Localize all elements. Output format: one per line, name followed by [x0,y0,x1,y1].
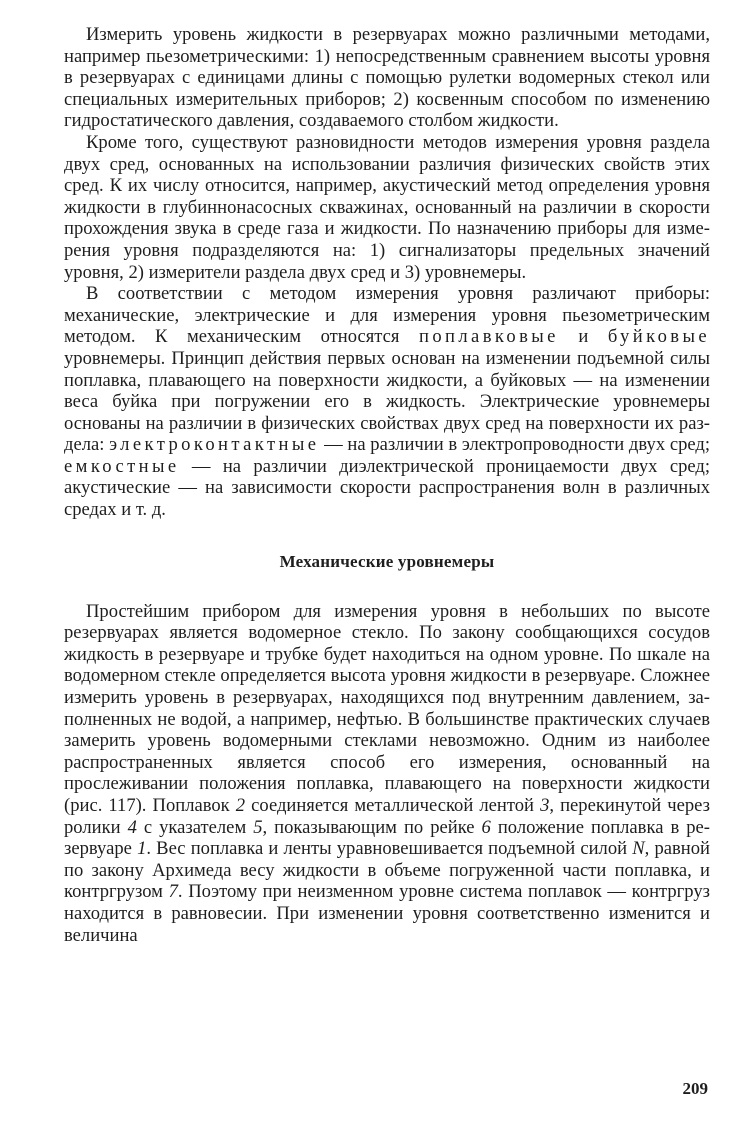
text-run: — на различии в электропроводности двух сред; [319,434,711,456]
term-buoy-type: буйковые [607,326,710,348]
paragraph-interface-level-methods: Кроме того, существуют разновидности методов измерения уровня раздела двух сред, основанных на использовании различия физических свойств этих сред. К их числу относится, например, акустический метод определения уровня жидкости в глубиннонасосных скважинах, основанный на различии в скорости прохождения звука в среде газа и жидкости. По назначению приборы для измерения уровня подразделяются на: 1) сигнализаторы предельных значений уровня, 2) измерители раздела двух сред и 3) уровнемеры. [64,131,710,283]
force-symbol: N [632,838,645,860]
text-run: уровнемеры. Принцип действия первых основан на изменении подъемной силы поплавка, плавающего на поверхности жидкости, а буйковых — на изменении веса буйка при погружении его в жидкость. Электрические уровнемеры основаны на различии в физических свойствах двух сред на поверхности их раздела: [64,347,710,456]
text-run: В соответствии с методом измерения уровня различают приборы: механические, электрические и для измерения уровня пьезометрическим методом. К механическим относятся [64,283,710,348]
text-run: , равной по закону Архимеда весу жидкости в объеме погруженной части поплавка, и контргрузом [64,838,710,903]
figure-ref: 6 [481,816,491,838]
term-capacitive: емкостные [64,455,180,477]
paragraph-float-level-gauge [64,601,710,947]
figure-ref: 5 [253,816,263,838]
text-run: положение поплавка в резервуаре [64,816,710,860]
figure-ref: 1 [137,838,147,860]
section-heading: Механические уровнемеры [279,551,495,571]
text-run: Простейшим прибором для измерения уровня в небольших по высоте резервуарах является водомерное стекло. По закону сообщающихся сосудов жидкость в резервуаре и трубке будет находиться на одном уровне. По шкале на водомерном стекле определяется высота уровня жидкости в резервуаре. Сложнее измерить уровень в резервуарах, находящихся под внутренним давлением, заполненных не водой, а например, нефтью. В большинстве практических случаев замерить уровень водомерными стеклами невозможно. Одним из наиболее распространенных является способ его измерения, основанный на прослеживании положения поплавка, плавающего на поверхности жидкости (рис. 117). Поплавок [64,600,710,816]
paragraph-level-measurement-methods: Измерить уровень жидкости в резервуарах можно различными методами, например пьезометрическими: 1) непосредственным сравнением высоты уровня в резервуарах с единицами длины с помощью рулетки водомерных стекол или специальных измерительных приборов; 2) косвенным способом по изменению гидростатического давления, создаваемого столбом жидкости. [64,24,710,132]
text-run: и [558,326,608,348]
text-run: , перекинутой через ролики [64,795,710,838]
term-float-type: поплавковые [418,326,559,348]
figure-ref: 4 [127,816,137,838]
text-run: соединяется металлической лентой [245,795,541,816]
text-run: с указателем [136,816,254,838]
book-page [64,24,710,946]
page-number: 209 [682,1079,708,1098]
text-run: — на различии диэлектрической проницаемости двух сред; акустические — на зависимости скорости распространения волн в различных средах и т. д. [64,455,710,521]
term-electrocontact: электроконтактные [109,434,320,456]
text-run: , показывающим по рейке [262,816,482,838]
figure-ref: 2 [235,795,246,816]
figure-ref: 7 [168,881,178,903]
paragraph-device-classification [64,283,710,521]
figure-ref: 3 [540,795,550,816]
text-run: . Поэтому при неизменном уровне система поплавок — контргруз находится в равновесии. При изменении уровня соответственно изменится и величина [64,881,710,946]
text-run: . Вес поплавка и ленты уравновешивается подъемной силой [146,838,633,860]
